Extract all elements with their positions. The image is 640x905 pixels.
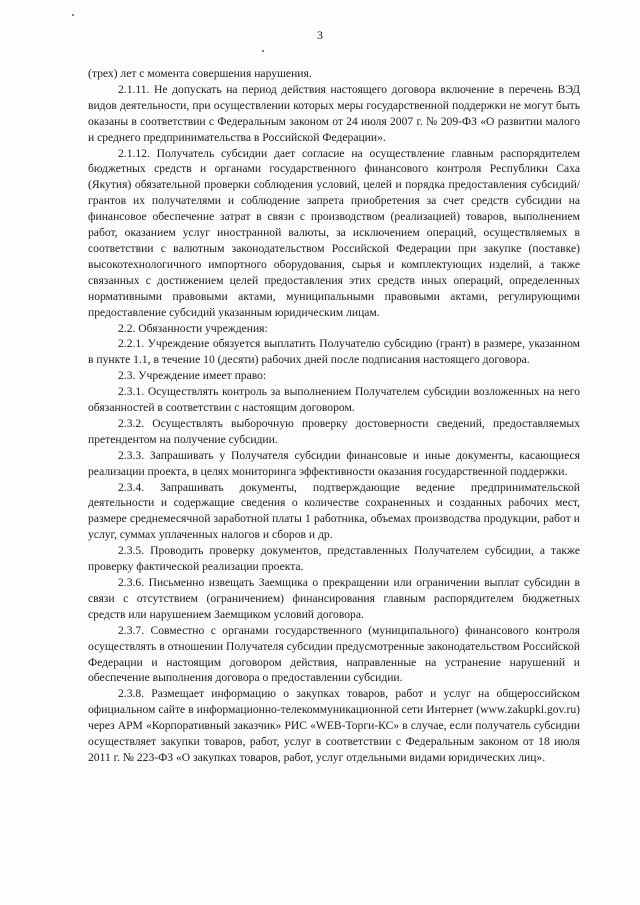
paragraph: 2.3.3. Запрашивать у Получателя субсидии финансовые и иные документы, касающиеся реализации проекта, в целях мониторинга эффективности оказания государственной поддержки. bbox=[88, 448, 580, 478]
paragraph: 2.1.12. Получатель субсидии дает согласие на осуществление главным распорядителем бюджетных средств и органами государственного финансового контроля Республики Саха (Якутия) обязательной проверки соблюдения условий, целей и порядка предоставления субсидий/грантов их получателями и соблюдение запрета приобретения за счет средств субсидии на финансовое обеспечение затрат в связи с производством (реализацией) товаров, выполнением работ, оказанием услуг иностранной валюты, за исключением операций, осуществляемых в соответствии с валютным законодательством Российской Федерации при закупке (поставке) высокотехнологичного импортного оборудования, сырья и комплектующих изделий, а также связанных с достижением целей предоставления этих средств иных операций, определенных нормативными правовыми актами, муниципальными правовыми актами, регулирующими предоставление субсидий указанным юридическим лицам. bbox=[88, 146, 580, 319]
document-body bbox=[88, 66, 580, 766]
paragraph: 2.3.4. Запрашивать документы, подтверждающие ведение предпринимательской деятельности и содержащие сведения о количестве сохраненных и созданных рабочих мест, размере среднемесячной заработной платы 1 работника, объемах производства продукции, работ и услуг, суммах уплаченных налогов и сборов и др. bbox=[88, 480, 580, 542]
paragraph: 2.1.11. Не допускать на период действия настоящего договора включение в перечень ВЭД видов деятельности, при осуществлении которых меры государственной поддержки не могут быть оказаны в соответствии с Федеральным законом от 24 июля 2007 г. № 209-ФЗ «О развитии малого и среднего предпринимательства в Российской Федерации». bbox=[88, 82, 580, 144]
scan-speck bbox=[262, 50, 264, 52]
scan-speck bbox=[72, 14, 74, 16]
paragraph: 2.3.1. Осуществлять контроль за выполнением Получателем субсидии возложенных на него обязанностей в соответствии с настоящим договором. bbox=[88, 385, 580, 415]
paragraph: 2.3. Учреждение имеет право: bbox=[118, 369, 267, 383]
paragraph: 2.3.6. Письменно извещать Заемщика о прекращении или ограничении выплат субсидии в связи с отсутствием (ограничением) финансирования главным распорядителем бюджетных средств или нарушением Заемщиком условий договора. bbox=[88, 576, 580, 621]
paragraph: 2.3.2. Осуществлять выборочную проверку достоверности сведений, предоставляемых претендентом на получение субсидии. bbox=[88, 416, 580, 446]
paragraph: (трех) лет с момента совершения нарушения. bbox=[88, 67, 312, 80]
paragraph: 2.3.8. Размещает информацию о закупках товаров, работ и услуг на общероссийском официальном сайте в информационно-телекоммуникационной сети Интернет (www.zakupki.gov.ru) через АРМ «Корпоративный заказчик» РИС «WEB-Торги-КС» в случае, если получатель субсидии осуществляет закупки товаров, работ, услуг в соответствии с Федеральным законом от 18 июля 2011 г. № 223-ФЗ «О закупках товаров, работ, услуг отдельными видами юридических лиц». bbox=[88, 687, 580, 764]
page-number: 3 bbox=[317, 28, 323, 42]
paragraph: 2.2.1. Учреждение обязуется выплатить Получателю субсидию (грант) в размере, указанном в пункте 1.1, в течение 10 (десяти) рабочих дней после подписания настоящего договора. bbox=[88, 337, 580, 367]
paragraph: 2.3.7. Совместно с органами государственного (муниципального) финансового контроля осуществлять в отношении Получателя субсидии предусмотренные законодательством Российской Федерации и настоящим договором действия, направленные на устранение нарушений и обеспечение выполнения договора о предоставлении субсидии. bbox=[88, 623, 580, 685]
paragraph: 2.2. Обязанности учреждения: bbox=[118, 321, 268, 335]
paragraph: 2.3.5. Проводить проверку документов, представленных Получателем субсидии, а также проверку фактической реализации проекта. bbox=[88, 544, 580, 574]
